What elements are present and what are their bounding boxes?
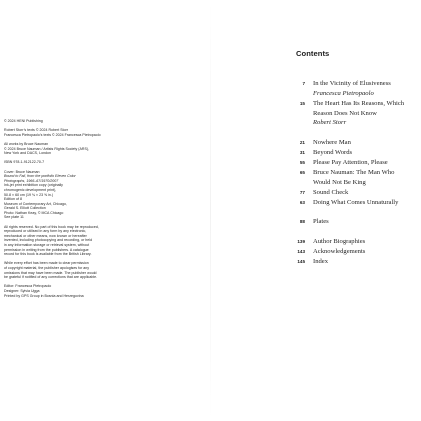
toc-title (313, 79, 419, 98)
toc-page-number: 55 (299, 160, 305, 165)
toc-title (313, 99, 419, 128)
cover-credit-line: Bound to Fail, from the portfolio Eleven Color (4, 174, 76, 179)
permissions-line: While every effort has been made to clear permission (4, 261, 89, 266)
cover-credit-line: Cover: Bruce Nauman (4, 169, 40, 174)
toc-title-line: The Heart Has Its Reasons, Which (313, 100, 405, 107)
artwork-copyright-line: All works by Bruce Nauman (4, 141, 49, 146)
toc-title (313, 237, 419, 247)
toc-title (313, 257, 419, 267)
cover-credit-line: Gerald S. Elliott Collection (4, 206, 46, 211)
toc-page-number: 31 (299, 150, 305, 155)
toc-title-line: Acknowledgements (313, 248, 366, 255)
toc-page-number: 139 (297, 239, 305, 244)
toc-author: Francesca Pietropaolo (313, 89, 374, 97)
toc-title-line: Reason Does Not Know (313, 109, 377, 117)
permissions-line: be grateful if notified of any corrections that are applicable. (4, 275, 98, 280)
toc-title-line: In the Vicinity of Elusiveness (313, 80, 391, 87)
toc-page-number: 77 (299, 190, 305, 195)
permissions-line: of copyright material, the publisher apologises for any (4, 266, 90, 270)
toc-title (313, 247, 419, 257)
text-copyright-line: Francesca Pietropaolo’s texts © 2024 Francesca Pietropaolo (4, 132, 101, 137)
cover-credit-line: Photo: Nathan Keay, © MCA Chicago (4, 210, 64, 215)
toc-title (313, 198, 419, 208)
rights-line: record for this book is available from the British Library. (4, 252, 92, 257)
permissions-line: omissions that may have been made. The publisher would (4, 270, 97, 275)
toc-title (313, 138, 419, 148)
toc-title (313, 188, 419, 198)
rights-line: reproduced or utilised in any form by any electronic, (4, 229, 87, 234)
toc-page-number: 143 (297, 249, 305, 254)
contents-title: Contents (296, 49, 330, 58)
cover-credit-line: See plate 11 (4, 215, 24, 220)
credit-line: Printed by GPS Group in Bosnia and Herzegovina (4, 293, 84, 298)
cover-credit-line: 50.8 × 60 cm (19 ¾ × 23 ⅝ in.) (4, 192, 54, 197)
rights-line: mechanical or other means, now known or hereafter (4, 233, 87, 238)
toc-title (313, 158, 419, 168)
cover-credit-line: Ink-jet print exhibition copy (originally (4, 183, 63, 188)
toc-title-line: Beyond Words (313, 149, 353, 156)
cover-credit-line: Photographs, 1966–67/1970/2007 (4, 178, 59, 183)
toc-page-number: 21 (299, 140, 305, 145)
rights-line: permission in writing from the publishers. A catalogue (4, 247, 89, 252)
credit-line: Designer: Sylvia Ugga (4, 288, 40, 293)
toc-title (313, 148, 419, 158)
toc-title-line: Please Pay Attention, Please (313, 159, 388, 166)
toc-title-line: Bruce Nauman: The Man Who (313, 169, 395, 176)
toc-page-number: 145 (297, 259, 305, 264)
rights-line: in any information storage or retrieval system, without (4, 243, 90, 248)
toc-page-number: 65 (299, 170, 305, 175)
rights-line: All rights reserved. No part of this book may be reproduced, (4, 224, 99, 229)
toc-title-line: Sound Check (313, 189, 349, 196)
artwork-copyright-line: © 2024 Bruce Nauman / Artists Rights Society (ARS), (4, 146, 90, 151)
rights-line: invented, including photocopying and recording, or held (4, 238, 93, 243)
toc-title-line: Plates (313, 218, 329, 225)
cover-credit-line: Museum of Contemporary Art, Chicago, (4, 201, 68, 206)
cover-credit-line: chromogenic development print), (4, 187, 57, 192)
toc-title (313, 168, 419, 187)
toc-page-number: 63 (299, 200, 305, 205)
publisher-copyright: © 2024 HENI Publishing (4, 119, 43, 123)
toc-author: Robert Storr (313, 119, 347, 127)
toc-title (313, 217, 419, 227)
artwork-copyright-line: New York and DACS, London (4, 151, 52, 156)
toc-page-number: 15 (299, 101, 305, 106)
toc-title-line: Index (313, 258, 329, 265)
toc-title-line: Author Biographies (313, 238, 366, 245)
toc-page-number: 88 (299, 219, 305, 224)
toc-title-line: Doing What Comes Unnaturally (313, 199, 399, 206)
toc-title-line: Nowhere Man (313, 139, 351, 146)
isbn: ISBN 978-1-912122-70-7 (4, 160, 45, 165)
toc-page-number: 7 (302, 81, 305, 86)
text-copyright-line: Robert Storr’s texts © 2024 Robert Storr (4, 128, 68, 133)
cover-credit-line: Edition of 8 (4, 197, 22, 202)
toc-title-line: Would Not Be King (313, 178, 366, 186)
credit-line: Editor: Francesca Pietropaolo (4, 284, 52, 289)
